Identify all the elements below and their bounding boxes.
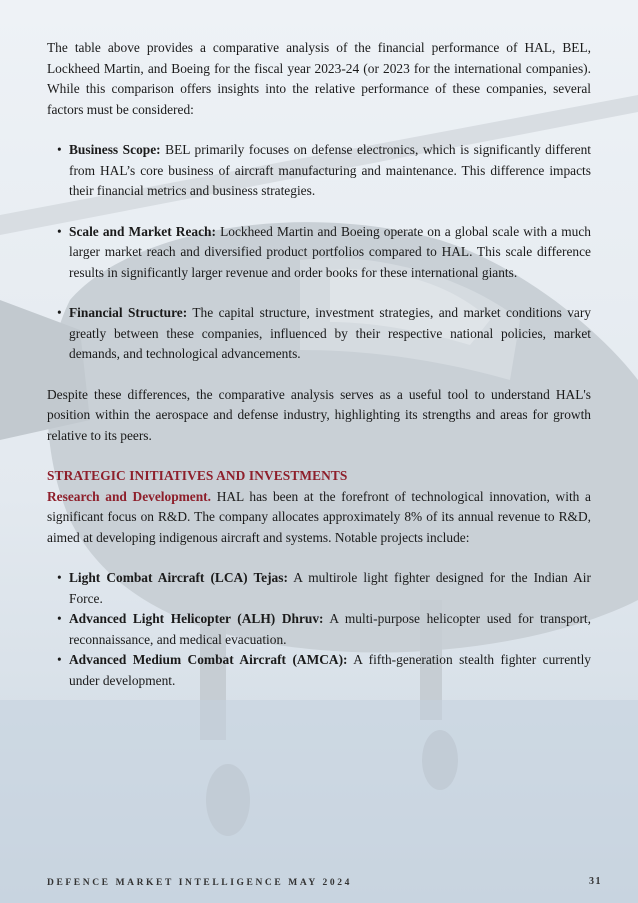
intro-paragraph: The table above provides a comparative analysis of the financial performance of HAL, BEL, Lockheed Martin, and Boeing for the fiscal year 2023-24 (or 2023 for the international companies). While this comparison offers insights into the relative performance of these companies, several factors must be considered:	[47, 40, 591, 117]
project-text: A fifth-generation stealth fighter currently under development.	[69, 652, 591, 688]
rd-paragraph	[47, 487, 591, 549]
factor-title: Business Scope:	[69, 142, 161, 157]
bullet-icon: •	[57, 570, 62, 585]
project-text: A multirole light fighter designed for the Indian Air Force.	[69, 570, 591, 606]
list-item	[47, 609, 591, 650]
bullet-icon: •	[57, 305, 62, 320]
conclusion-paragraph: Despite these differences, the comparative analysis serves as a useful tool to understand HAL's position within the aerospace and defense industry, highlighting its strengths and areas for growth relative to its peers.	[47, 386, 591, 443]
factor-text: Lockheed Martin and Boeing operate on a global scale with a much larger market reach and diversified product portfolios compared to HAL. This scale difference results in significantly larger revenue and order books for these international giants.	[69, 223, 592, 280]
factor-text: BEL primarily focuses on defense electronics, which is significantly different from HAL’s core business of aircraft manufacturing and maintenance. This difference impacts their financial metrics and business strategies.	[69, 142, 591, 198]
list-item	[47, 140, 591, 202]
project-text: A multi-purpose helicopter used for transport, reconnaissance, and medical evacuation.	[69, 611, 591, 647]
rd-text: HAL has been at the forefront of technological innovation, with a significant focus on R&D. The company allocates approximately 8% of its annual revenue to R&D, aimed at developing indigenous aircraft and systems. Notable projects include:	[47, 488, 591, 545]
list-item	[47, 568, 591, 609]
list-item	[47, 303, 591, 365]
footer-publication: DEFENCE MARKET INTELLIGENCE MAY 2024	[47, 878, 352, 888]
project-title: Advanced Light Helicopter (ALH) Dhruv:	[69, 611, 324, 626]
content-body	[47, 38, 591, 691]
page-number: 31	[589, 876, 602, 887]
project-title: Light Combat Aircraft (LCA) Tejas:	[69, 570, 288, 585]
bullet-icon: •	[57, 611, 62, 626]
list-item	[47, 650, 591, 691]
list-item	[47, 222, 591, 284]
project-title: Advanced Medium Combat Aircraft (AMCA):	[69, 652, 348, 667]
rd-subheading: Research and Development.	[47, 488, 211, 504]
factor-text: The capital structure, investment strategies, and market conditions vary greatly between these companies, influenced by their respective national policies, market demands, and technological advancements.	[69, 305, 591, 361]
bullet-icon: •	[57, 223, 62, 239]
factor-title: Financial Structure:	[69, 305, 188, 320]
projects-list	[47, 568, 591, 691]
factors-list	[47, 140, 591, 365]
bullet-icon: •	[57, 652, 62, 667]
bullet-icon: •	[57, 142, 62, 157]
section-heading: STRATEGIC INITIATIVES AND INVESTMENTS	[47, 468, 348, 483]
factor-title: Scale and Market Reach:	[69, 223, 216, 239]
